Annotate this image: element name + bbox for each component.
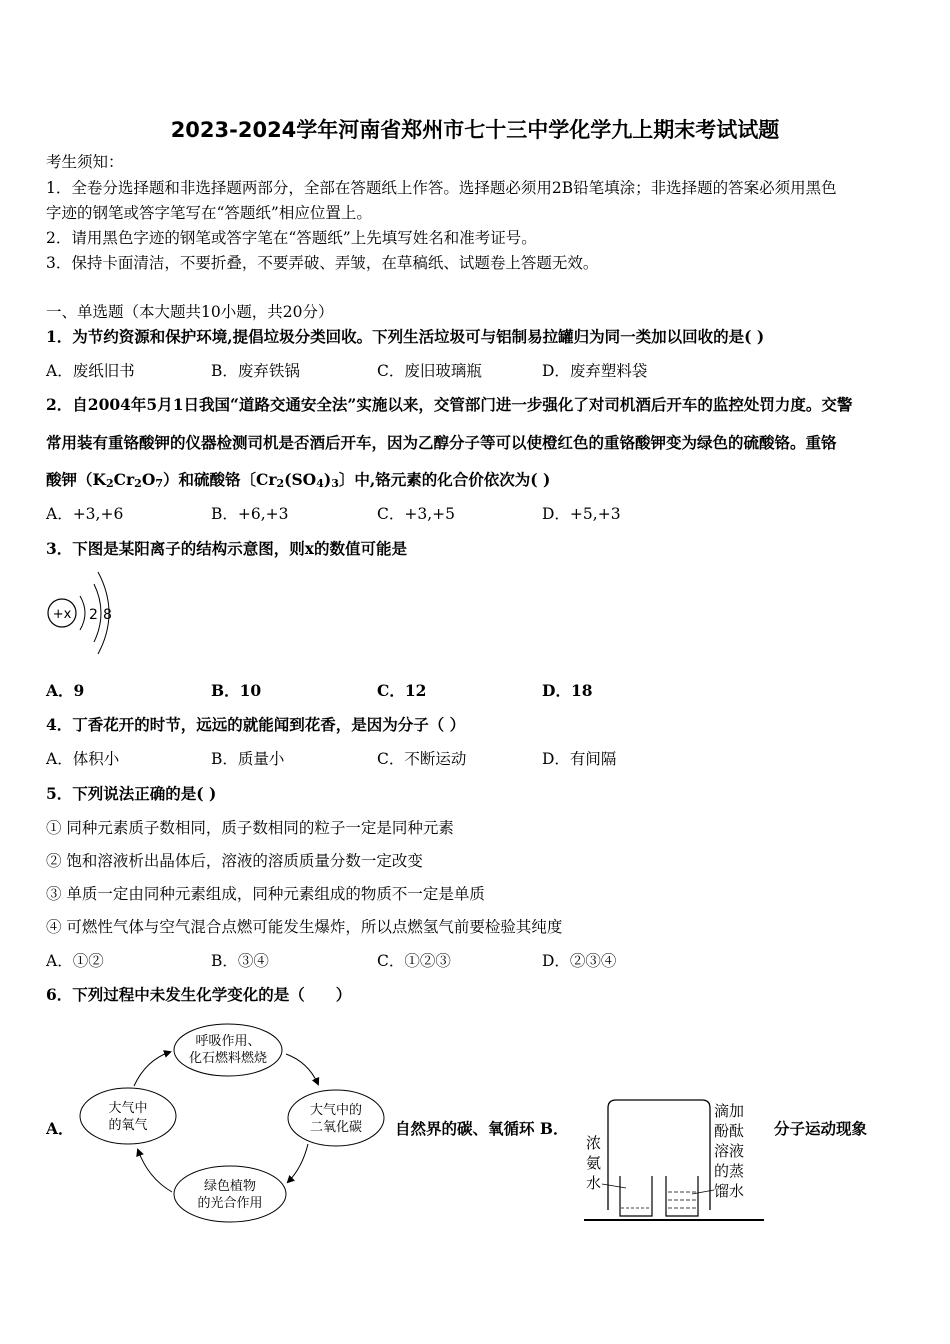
cycle-right-line-2: 二氧化碳 [309, 1120, 363, 1135]
q5-statement-2: ② 饱和溶液析出晶体后，溶液的溶质质量分数一定改变 [46, 852, 423, 870]
q3-option-b: B．10 [211, 681, 262, 700]
beaker-right [666, 1176, 698, 1216]
nucleus-label: +x [52, 607, 72, 622]
cycle-node-left [80, 1088, 176, 1144]
cycle-left-line-2: 的氧气 [108, 1118, 148, 1133]
q5-option-b: B．③④ [211, 952, 269, 970]
ammonia-label-1: 浓 [586, 1134, 602, 1152]
q2-option-c: C．+3,+5 [377, 505, 455, 523]
molecule-diffusion-apparatus [580, 1094, 768, 1226]
cycle-arrow-top-right [286, 1054, 318, 1084]
phenol-label-4: 的蒸 [714, 1162, 745, 1180]
q4-option-b: B．质量小 [211, 750, 285, 768]
q3-option-c: C．12 [377, 681, 427, 700]
page-title: 2023-2024学年河南省郑州市七十三中学化学九上期末考试试题 [170, 118, 780, 142]
q6-caption-b: 分子运动现象 [774, 1119, 868, 1138]
q5-statement-1: ① 同种元素质子数相同，质子数相同的粒子一定是同种元素 [46, 819, 454, 837]
atom-structure-diagram [42, 568, 122, 658]
shell-1-electrons: 2 [89, 607, 98, 623]
q3-stem: 3．下图是某阳离子的结构示意图，则x的数值可能是 [46, 539, 408, 558]
q1-option-a: A．废纸旧书 [46, 362, 135, 380]
q5-statement-4: ④ 可燃性气体与空气混合点燃可能发生爆炸，所以点燃氢气前要检验其纯度 [46, 918, 563, 936]
q6-stem: 6．下列过程中未发生化学变化的是（ ） [46, 985, 352, 1004]
q5-statement-3: ③ 单质一定由同种元素组成，同种元素组成的物质不一定是单质 [46, 885, 485, 903]
cycle-left-line-1: 大气中 [108, 1101, 148, 1116]
cycle-arrow-right-bottom [288, 1144, 308, 1182]
cycle-top-line-2: 化石燃料燃烧 [188, 1051, 268, 1066]
q2-line-3: 酸钾（K2Cr2O7）和硫酸铬〔Cr2(SO4)3〕中,铬元素的化合价依次为( ) [46, 470, 551, 490]
cycle-bottom-line-2: 的光合作用 [197, 1196, 263, 1211]
ammonia-pointer [602, 1184, 626, 1188]
q4-option-d: D．有间隔 [542, 750, 617, 768]
q1-option-d: D．废弃塑料袋 [542, 362, 648, 380]
q1-option-b: B．废弃铁锅 [211, 362, 300, 380]
cycle-node-bottom [174, 1166, 286, 1222]
cycle-bottom-line-1: 绿色植物 [203, 1179, 257, 1194]
q2-option-b: B．+6,+3 [211, 505, 289, 523]
q1-option-c: C．废旧玻璃瓶 [377, 362, 482, 380]
q3-option-a: A．9 [46, 681, 85, 700]
q6-caption-a: 自然界的碳、氧循环 B． [395, 1119, 569, 1138]
cycle-right-line-1: 大气中的 [309, 1103, 363, 1118]
q5-option-a: A．①② [46, 952, 104, 970]
phenol-label-2: 酚酞 [714, 1122, 745, 1140]
carbon-oxygen-cycle-diagram [70, 1018, 390, 1230]
shell-arc-1 [80, 596, 85, 630]
notice-item-1-cont: 字迹的钢笔或答字笔写在“答题纸”相应位置上。 [46, 204, 372, 222]
cycle-node-right [288, 1090, 384, 1146]
q5-stem: 5．下列说法正确的是( ) [46, 784, 217, 803]
section-heading: 一、单选题（本大题共10小题，共20分） [46, 303, 334, 321]
notice-item-3: 3．保持卡面清洁，不要折叠，不要弄破、弄皱，在草稿纸、试题卷上答题无效。 [46, 254, 599, 272]
q2-line-2: 常用装有重铬酸钾的仪器检测司机是否酒后开车，因为乙醇分子等可以使橙红色的重铬酸钾变为绿色的硫酸铬。重铬 [46, 433, 837, 452]
phenol-label-5: 馏水 [714, 1182, 745, 1200]
ammonia-label-3: 水 [586, 1174, 602, 1192]
cycle-arrow-left-top [134, 1052, 170, 1086]
q6-option-a-label: A． [46, 1119, 74, 1138]
q2-option-d: D．+5,+3 [542, 505, 621, 523]
cycle-node-top [174, 1024, 282, 1076]
shell-2-electrons: 8 [103, 607, 112, 623]
q4-option-a: A．体积小 [46, 750, 120, 768]
q4-option-c: C．不断运动 [377, 750, 467, 768]
cycle-arrow-bottom-left [138, 1150, 172, 1192]
ammonia-label-2: 氨 [586, 1154, 602, 1172]
q2-option-a: A．+3,+6 [46, 505, 124, 523]
q3-option-d: D．18 [542, 681, 593, 700]
q4-stem: 4．丁香花开的时节，远远的就能闻到花香，是因为分子（ ） [46, 715, 466, 734]
phenol-label-1: 滴加 [714, 1102, 745, 1120]
notice-item-1: 1．全卷分选择题和非选择题两部分，全部在答题纸上作答。选择题必须用2B铅笔填涂；非选择题的答案必须用黑色 [46, 179, 837, 197]
q2-line-1: 2．自2004年5月1日我国“道路交通安全法”实施以来，交管部门进一步强化了对司机酒后开车的监控处罚力度。交警 [46, 395, 853, 414]
notice-heading: 考生须知： [46, 153, 124, 171]
notice-item-2: 2．请用黑色字迹的钢笔或答字笔在“答题纸”上先填写姓名和准考证号。 [46, 229, 537, 247]
q5-option-c: C．①②③ [377, 952, 451, 970]
phenol-label-3: 溶液 [714, 1142, 745, 1160]
cycle-top-line-1: 呼吸作用、 [195, 1034, 261, 1049]
beaker-left [620, 1176, 652, 1216]
q1-stem: 1．为节约资源和保护环境,提倡垃圾分类回收。下列生活垃圾可与铝制易拉罐归为同一类加以回收的是( ) [46, 327, 765, 346]
q5-option-d: D．②③④ [542, 952, 617, 970]
